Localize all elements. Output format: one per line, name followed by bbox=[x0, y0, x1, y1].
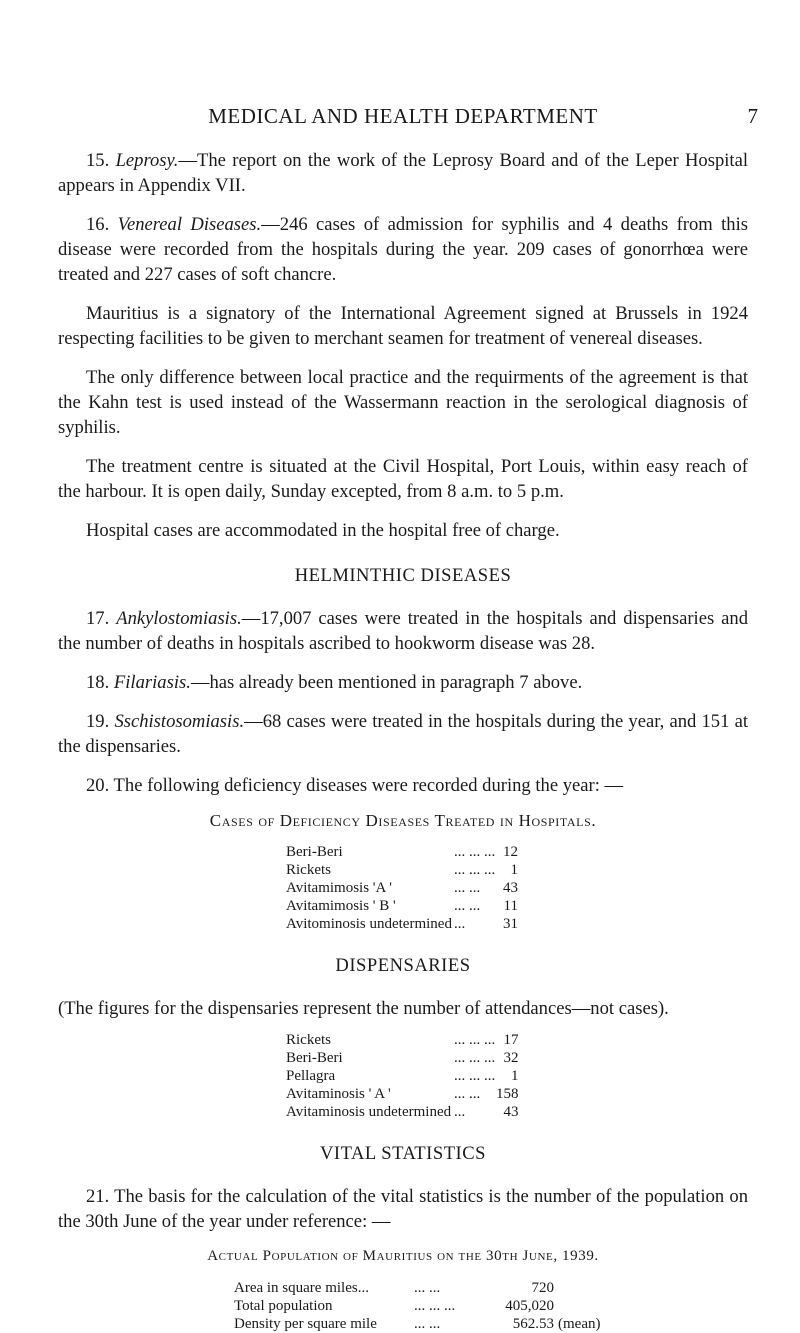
dispensaries-table bbox=[286, 1031, 519, 1121]
dispensaries-note: (The figures for the dispensaries represent the number of attendances—not cases). bbox=[58, 998, 669, 1019]
section-heading-helminthic: HELMINTHIC DISEASES bbox=[294, 565, 512, 586]
table-row: Avitaminosis ' A ' ... ... 158 bbox=[286, 1086, 519, 1102]
table-row: Avitamimosis 'A ' ... ... 43 bbox=[286, 880, 518, 896]
table-row: Beri-Beri ... ... ... 32 bbox=[286, 1050, 519, 1066]
table-row: Rickets ... ... ... 1 bbox=[286, 862, 518, 878]
paragraph-16-brussels: Mauritius is a signatory of the International Agreement signed at Brussels in 1924 respecting facilities to be given to merchant seamen for treatment of venereal diseases. bbox=[58, 303, 748, 349]
hospital-deficiency-table bbox=[286, 843, 518, 933]
table-row: Avitominosis undetermined ... 31 bbox=[286, 916, 518, 932]
paragraph-16-hospital-cases: Hospital cases are accommodated in the hospital free of charge. bbox=[86, 520, 560, 541]
document-body bbox=[58, 148, 748, 1333]
page-number: 7 bbox=[747, 104, 758, 128]
table-row: Rickets ... ... ... 17 bbox=[286, 1032, 519, 1048]
paragraph-21: 21. The basis for the calculation of the vital statistics is the number of the population on the 30th June of the year under reference: — bbox=[58, 1186, 748, 1232]
running-title: MEDICAL AND HEALTH DEPARTMENT bbox=[208, 104, 598, 128]
section-heading-vital-statistics: VITAL STATISTICS bbox=[320, 1143, 486, 1164]
paragraph-title: Filariasis. bbox=[113, 672, 191, 693]
paragraph-16: 16. Venereal Diseases.—246 cases of admission for syphilis and 4 deaths from this disease were recorded from the hospitals during the year. 209 cases of gonorrhœa were treated and 227 cases of soft chancre. bbox=[58, 214, 748, 285]
paragraph-20: 20. The following deficiency diseases were recorded during the year: — bbox=[86, 775, 624, 796]
table-row: Pellagra ... ... ... 1 bbox=[286, 1068, 519, 1084]
paragraph-title: Ankylostomiasis. bbox=[116, 608, 242, 629]
paragraph-title: Venereal Diseases. bbox=[117, 214, 262, 235]
paragraph-16-difference: The only difference between local practice and the requirments of the agreement is that the Kahn test is used instead of the Wassermann reaction in the serological diagnosis of syphilis. bbox=[58, 367, 748, 438]
paragraph-19: 19. Sschistosomiasis.—68 cases were treated in the hospitals during the year, and 151 at the dispensaries. bbox=[58, 711, 748, 757]
table-row: Total population ... ... ... 405,020 bbox=[234, 1298, 554, 1314]
table-row: Avitamimosis ' B ' ... ... 11 bbox=[286, 898, 518, 914]
paragraph-18: 18. Filariasis.—has already been mentioned in paragraph 7 above. bbox=[86, 672, 583, 693]
hospital-table-caption: Cases of Deficiency Diseases Treated in Hospitals. bbox=[209, 811, 597, 830]
page-header bbox=[58, 104, 758, 134]
table-row: Density per square mile ... ... 562.53 (mean) bbox=[234, 1316, 601, 1332]
paragraph-16-treatment-centre: The treatment centre is situated at the Civil Hospital, Port Louis, within easy reach of the harbour. It is open daily, Sunday excepted, from 8 a.m. to 5 p.m. bbox=[58, 456, 748, 502]
population-caption: Actual Population of Mauritius on the 30th June, 1939. bbox=[207, 1248, 599, 1264]
table-row: Avitaminosis undetermined ... 43 bbox=[286, 1104, 519, 1120]
paragraph-17: 17. Ankylostomiasis.—17,007 cases were treated in the hospitals and dispensaries and the number of deaths in hospitals ascribed to hookworm disease was 28. bbox=[58, 608, 748, 654]
table-row: Beri-Beri ... ... ... 12 bbox=[286, 844, 518, 860]
table-row: Area in square miles... ... ... 720 bbox=[234, 1280, 554, 1296]
paragraph-title: Sschistosomiasis. bbox=[114, 711, 245, 732]
paragraph-15: 15. Leprosy.—The report on the work of the Leprosy Board and of the Leper Hospital appears in Appendix VII. bbox=[58, 150, 748, 196]
paragraph-title: Leprosy. bbox=[115, 150, 179, 171]
population-table bbox=[234, 1279, 600, 1333]
section-heading-dispensaries: DISPENSARIES bbox=[335, 955, 471, 976]
